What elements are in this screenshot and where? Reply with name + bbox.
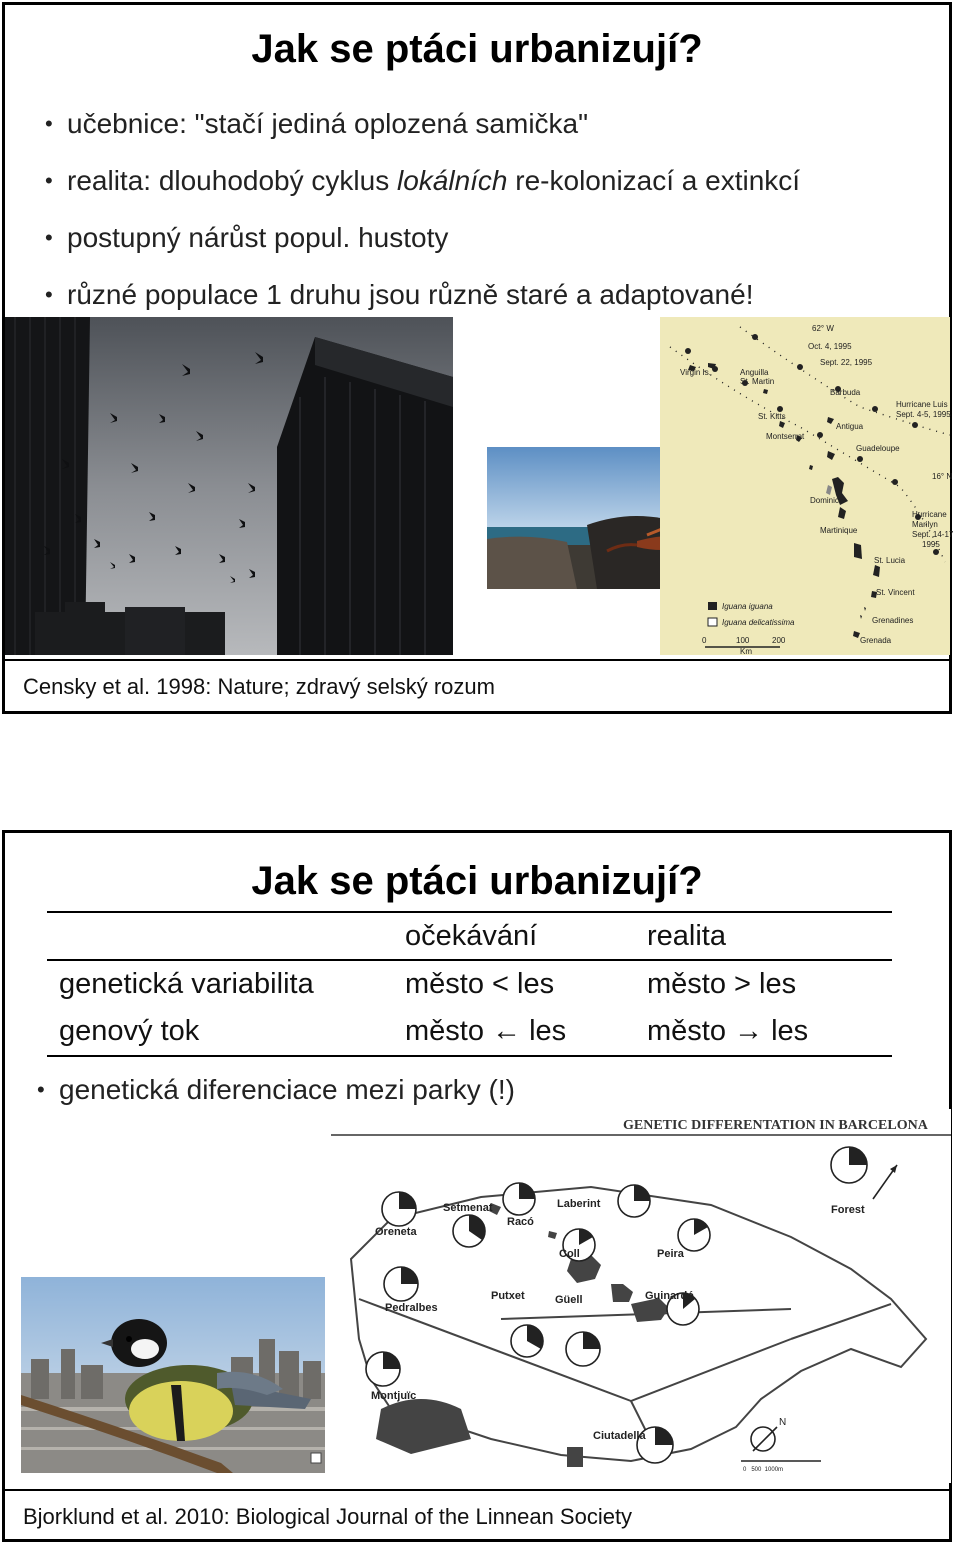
- svg-text:Coll: Coll: [559, 1248, 580, 1260]
- table-row: [47, 960, 892, 1008]
- svg-text:GENETIC DIFFERENTATION IN BARC: GENETIC DIFFERENTATION IN BARCELONA: [623, 1118, 928, 1133]
- bullet-item: • genetická diferenciace mezi parky (!): [37, 1061, 515, 1118]
- svg-text:Güell: Güell: [555, 1294, 583, 1306]
- svg-text:Sept. 22, 1995: Sept. 22, 1995: [820, 358, 873, 367]
- svg-text:Dominica: Dominica: [810, 496, 844, 505]
- expected-cell: město ← les: [393, 1008, 635, 1056]
- slide-1-title: Jak se ptáci urbanizují?: [251, 27, 703, 71]
- svg-text:Marilyn: Marilyn: [912, 520, 938, 529]
- svg-text:Iguana iguana: Iguana iguana: [722, 602, 773, 611]
- svg-text:Oreneta: Oreneta: [375, 1226, 417, 1238]
- svg-text:St. Vincent: St. Vincent: [876, 588, 915, 597]
- reality-cell: město → les: [635, 1008, 892, 1056]
- svg-text:Forest: Forest: [831, 1204, 865, 1216]
- svg-text:16° N: 16° N: [932, 472, 953, 481]
- svg-text:Pedralbes: Pedralbes: [385, 1302, 438, 1314]
- bullet-item: • realita: dlouhodobý cyklus lokálních re-kolonizací a extinkcí: [45, 152, 800, 209]
- svg-text:Hurricane Luis: Hurricane Luis: [896, 400, 948, 409]
- svg-text:Grenadines: Grenadines: [872, 616, 914, 625]
- svg-text:1995: 1995: [922, 540, 940, 549]
- great-tit-photo: [21, 1277, 325, 1473]
- slide-1: [2, 2, 952, 714]
- svg-text:Setmenat: Setmenat: [443, 1202, 493, 1214]
- svg-text:Guadeloupe: Guadeloupe: [856, 444, 900, 453]
- caribbean-map: [660, 317, 954, 656]
- svg-text:N: N: [779, 1417, 787, 1428]
- bullet-item: • postupný nárůst popul. hustoty: [45, 209, 800, 266]
- table-header-cell: [47, 912, 393, 960]
- svg-text:Racó: Racó: [507, 1216, 534, 1228]
- comparison-table: [47, 911, 892, 1057]
- svg-text:St. Lucia: St. Lucia: [874, 556, 906, 565]
- bullet-item: • učebnice: "stačí jediná oplozená samička": [45, 95, 800, 152]
- slide-1-citation: Censky et al. 1998: Nature; zdravý selský rozum: [5, 659, 949, 717]
- slide-2: [2, 830, 952, 1542]
- reality-cell: město > les: [647, 968, 797, 1000]
- barcelona-genetic-map: [331, 1109, 951, 1483]
- svg-text:St. Kitts: St. Kitts: [758, 412, 786, 421]
- svg-text:Peira: Peira: [657, 1248, 684, 1260]
- svg-text:Oct. 4, 1995: Oct. 4, 1995: [808, 342, 852, 351]
- slide-2-citation: Bjorklund et al. 2010: Biological Journal of the Linnean Society: [5, 1489, 949, 1545]
- city-birds-photo: [5, 317, 453, 655]
- svg-text:0 500 1000m: 0 500 1000m: [743, 1467, 784, 1473]
- svg-text:Km: Km: [740, 647, 752, 656]
- svg-text:0: 0: [702, 636, 707, 645]
- row-label: genový tok: [47, 1008, 393, 1056]
- svg-text:62° W: 62° W: [812, 324, 834, 333]
- svg-text:Ciutadella: Ciutadella: [593, 1430, 646, 1442]
- table-header-row: [47, 912, 892, 960]
- table-header-cell: očekávání: [393, 912, 635, 960]
- svg-text:Montjuïc: Montjuïc: [371, 1390, 417, 1402]
- svg-text:Laberint: Laberint: [557, 1198, 601, 1210]
- row-label: genetická variabilita: [59, 968, 314, 1000]
- svg-text:Montserrat: Montserrat: [766, 432, 805, 441]
- svg-text:Sept. 4-5, 1995: Sept. 4-5, 1995: [896, 410, 951, 419]
- svg-text:100: 100: [736, 636, 750, 645]
- svg-text:Virgin Is.: Virgin Is.: [680, 368, 711, 377]
- svg-text:Anguilla: Anguilla: [740, 368, 769, 377]
- svg-text:Martinique: Martinique: [820, 526, 858, 535]
- expected-cell: město < les: [405, 968, 555, 1000]
- slide-1-bullet-list: [45, 95, 800, 323]
- svg-text:Antigua: Antigua: [836, 422, 864, 431]
- bullet-item: • různé populace 1 druhu jsou různě staré a adaptované!: [45, 266, 800, 323]
- svg-text:Barbuda: Barbuda: [830, 388, 861, 397]
- svg-text:Iguana delicatissima: Iguana delicatissima: [722, 618, 795, 627]
- svg-text:Hurricane: Hurricane: [912, 510, 947, 519]
- svg-text:200: 200: [772, 636, 786, 645]
- svg-text:St. Martin: St. Martin: [740, 377, 775, 386]
- slide-2-title: Jak se ptáci urbanizují?: [251, 859, 703, 903]
- table-header-cell: realita: [635, 912, 892, 960]
- svg-text:Sept. 14-17: Sept. 14-17: [912, 530, 954, 539]
- svg-text:Putxet: Putxet: [491, 1290, 525, 1302]
- svg-text:Grenada: Grenada: [860, 636, 892, 645]
- svg-text:Guinardó: Guinardó: [645, 1290, 694, 1302]
- table-row: [47, 1008, 892, 1056]
